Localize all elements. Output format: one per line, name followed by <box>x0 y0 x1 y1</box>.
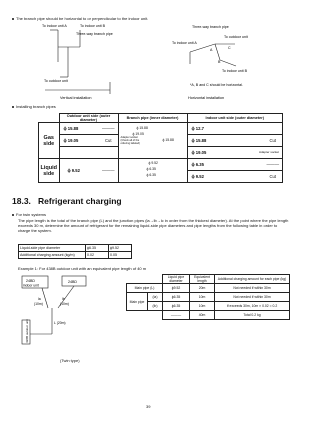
charging-paragraph: The pipe length is the total of the branch pipe (L) and the junction pipes (la→lb→lc in order from the thickest diameter). At the point where the pipe length exceeds 30 m, determine the amount of refrigerant for the remaining liquid-side pipe diameters and pipe lengths from the following table in order to charge the system. <box>18 218 289 233</box>
pipe-table-header <box>127 275 290 284</box>
pipe-cell: ϕ6.35 <box>163 302 190 311</box>
total-dash: ——— <box>163 311 190 320</box>
ref-cell: Liquid-side pipe diameter <box>19 245 86 252</box>
branch-pipe-diagram <box>40 22 270 100</box>
liquid-branch-2: ϕ 6.35 <box>146 167 156 171</box>
ref-row-2 <box>19 252 132 259</box>
total-amount: Total 0.2 kg <box>215 311 290 320</box>
section-number: 18.3. <box>12 196 31 206</box>
blank-cell <box>127 311 163 320</box>
gas-indoor-2: ϕ 15.88 Cut <box>187 135 283 147</box>
pipe-sub: (la) <box>148 293 163 302</box>
gas-branch-2: ϕ 19.05 <box>132 132 144 136</box>
liquid-indoor-2: ϕ 9.52 Cut <box>187 171 283 183</box>
outdoor-438b-label: 438B outdoor unit <box>25 319 29 343</box>
three-way-label-left: Three-way branch pipe <box>76 32 113 36</box>
twin-system-schematic <box>18 274 118 348</box>
la-label: la <box>38 297 41 301</box>
adapter-socket: Adapter socket <box>258 150 279 154</box>
example-text: Example 1: For 438B outdoor unit with an equivalent pipe length of 40 m <box>18 266 147 271</box>
pipe-lines <box>30 286 74 334</box>
page-number: 39 <box>146 404 151 409</box>
horizontal-note: *A, B and C should be horizontal. <box>190 83 243 87</box>
gas-outdoor-2: ϕ 19.05 Cut <box>59 135 118 147</box>
gas-outdoor-1: ϕ 15.88 ——— <box>59 123 118 135</box>
ref-cell: ϕ9.52 <box>109 245 132 252</box>
to-outdoor-right-label: To outdoor unit <box>224 35 248 39</box>
pipe-row-total <box>127 311 290 320</box>
pipe-sub: (lb) <box>148 302 163 311</box>
indoor-cut: Cut <box>269 138 276 143</box>
la-length: (10m) <box>34 302 43 306</box>
pipe-cell: Not needed if within 30m <box>215 284 290 293</box>
section-heading <box>12 196 122 206</box>
gas-outdoor-empty <box>59 147 118 159</box>
dash: ——— <box>101 168 115 173</box>
indoor-24bd-1: 24BD <box>26 279 35 283</box>
twin-bullet <box>12 212 46 217</box>
installing-title <box>12 104 56 109</box>
indoor-24bd-2: 24BD <box>68 280 77 284</box>
pipe-cell: 20m <box>190 284 215 293</box>
pipe-cell: 10m <box>190 302 215 311</box>
label-b: B <box>218 60 221 64</box>
liquid-outdoor: ϕ 9.52 ——— <box>59 159 118 183</box>
liquid-side-label: Liquid side <box>39 159 60 183</box>
installing-title-text: Installing branch pipes <box>16 104 56 109</box>
twin-label: For twin systems <box>16 212 47 217</box>
three-way-label-right: Three-way branch pipe <box>192 25 229 29</box>
blank-cell <box>39 114 60 123</box>
pipe-row-la <box>127 293 290 302</box>
header-liquid-dia: Liquid pipe diameter <box>163 275 190 284</box>
gas-branch-3: ϕ 15.88 <box>162 138 174 142</box>
pipe-row-main <box>127 284 290 293</box>
bullet <box>12 214 14 216</box>
liquid-row <box>39 159 283 171</box>
dash: ——— <box>266 162 279 167</box>
gas-indoor-3: ϕ 19.05 Adapter socket <box>187 147 283 159</box>
ref-cell: 0.02 <box>86 252 109 259</box>
ref-row-1 <box>19 245 132 252</box>
label-a: A <box>210 48 213 52</box>
gas-branch-1: ϕ 15.88 <box>136 126 148 130</box>
to-indoor-a-label: To indoor unit A <box>42 24 67 28</box>
vertical-caption: Vertical installation <box>60 96 92 100</box>
refrigerant-table <box>18 244 132 259</box>
adapter-note: Adapter socket (Check all of the ordering labeled) <box>120 136 140 145</box>
blank-cell <box>127 275 163 284</box>
liquid-branch-cell <box>118 159 187 183</box>
indoor-unit-label: indoor unit <box>23 283 39 288</box>
total-length: 40m <box>190 311 215 320</box>
pipe-cell: ϕ9.52 <box>163 284 190 293</box>
ref-cell: Additional charging amount (kg/m) <box>19 252 86 259</box>
to-indoor-b-label: To indoor unit B <box>80 24 105 28</box>
gas-cut: Cut <box>104 138 112 143</box>
gas-indoor-1: ϕ 12.7 <box>187 123 283 135</box>
main-pipe-label: Main pipe <box>127 293 148 311</box>
vertical-installation-drawing <box>45 30 110 94</box>
horizontal-caption: Horizontal installation <box>188 96 225 100</box>
to-indoor-a-right-label: To indoor unit A <box>172 41 197 45</box>
header-add-amount: Additional charging amount for each pipe (kg) <box>215 275 290 284</box>
header-branch: Branch pipe (inner diameter) <box>118 114 187 123</box>
gas-side-label: Gas side <box>39 123 60 159</box>
pipe-calc-table <box>126 274 290 320</box>
gas-branch-cell <box>118 123 187 159</box>
pipe-cell: If exceeds 30m, 10m × 0.02 = 0.2 <box>215 302 290 311</box>
dash: ——— <box>101 126 115 131</box>
to-outdoor-label-left: To outdoor unit <box>44 79 68 83</box>
branch-pipe-table <box>38 113 283 183</box>
liquid-branch-1: ϕ 9.52 <box>148 161 158 165</box>
branch-note <box>12 16 148 21</box>
lb-length: (10m) <box>60 302 69 306</box>
liquid-branch-3: ϕ 6.35 <box>146 173 156 177</box>
to-indoor-b-right-label: To indoor unit B <box>222 69 247 73</box>
pipe-cell: Not needed if within 30m <box>215 293 290 302</box>
pipe-cell: 10m <box>190 293 215 302</box>
liquid-indoor-1: ϕ 6.35 ——— <box>187 159 283 171</box>
branch-table-header <box>39 114 283 123</box>
ref-cell: ϕ6.35 <box>86 245 109 252</box>
lb-label: lb <box>62 297 65 301</box>
header-outdoor: Outdoor unit side (outer diameter) <box>59 114 118 123</box>
label-c: C <box>228 46 231 50</box>
pipe-cell: ϕ6.35 <box>163 293 190 302</box>
ref-cell: 0.05 <box>109 252 132 259</box>
bullet <box>12 106 14 108</box>
main-pipe-l: Main pipe (L) <box>127 284 163 293</box>
gas-row <box>39 123 283 135</box>
l-total: L (20m) <box>54 321 66 325</box>
bullet <box>12 18 14 20</box>
header-eq-length: Equivalent length <box>190 275 215 284</box>
pipe-row-lb <box>127 302 290 311</box>
twin-type-label: (Twin type) <box>60 358 80 363</box>
header-indoor: Indoor unit side (outer diameter) <box>187 114 283 123</box>
branch-note-text: The branch pipe should be horizontal to or perpendicular to the indoor unit. <box>16 16 149 21</box>
section-title: Refrigerant charging <box>38 196 122 206</box>
liquid-cut: Cut <box>269 174 276 179</box>
